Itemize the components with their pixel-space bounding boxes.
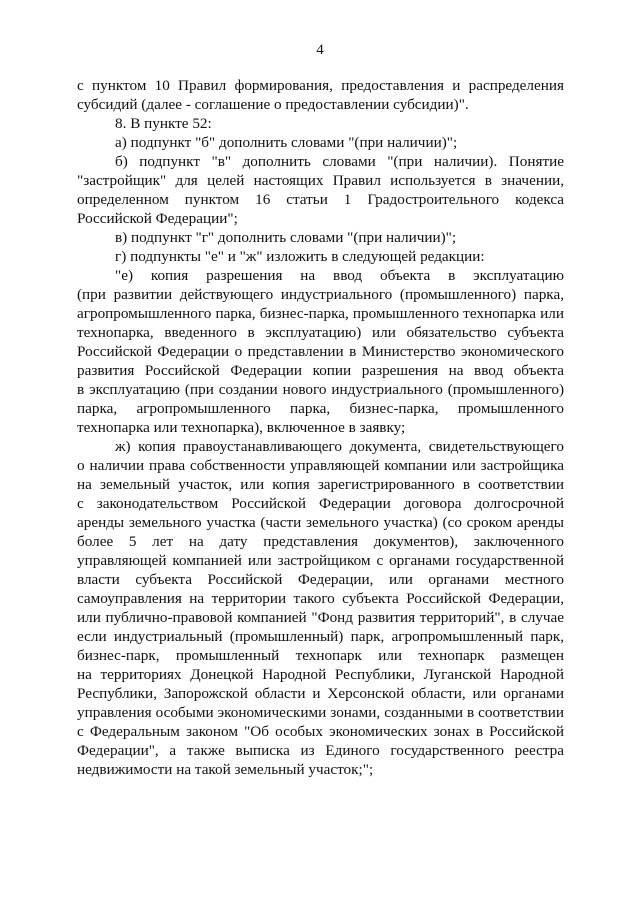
text-line: в эксплуатацию (при создании нового индустриального (промышленного) xyxy=(77,381,564,398)
text-line: парка, агропромышленного парка, бизнес-парка, промышленного xyxy=(77,400,564,417)
text-line: с пунктом 10 Правил формирования, предоставления и распределения xyxy=(77,77,564,94)
text-line: аренды земельного участка (части земельного участка) (со сроком аренды xyxy=(77,514,564,531)
text-line: б) подпункт "в" дополнить словами "(при наличии). Понятие xyxy=(115,153,564,170)
text-line: в) подпункт "г" дополнить словами "(при наличии)"; xyxy=(115,229,457,246)
text-line: (при развитии действующего индустриального (промышленного) парка, xyxy=(77,286,564,303)
text-line: более 5 лет на дату представления документов), заключенного xyxy=(77,533,564,550)
text-line: "е) копия разрешения на ввод объекта в эксплуатацию xyxy=(115,267,564,284)
text-line: недвижимости на такой земельный участок;"; xyxy=(77,761,374,778)
text-line: г) подпункты "е" и "ж" изложить в следующей редакции: xyxy=(115,248,485,265)
document-body xyxy=(77,76,564,779)
text-line: определенном пунктом 16 статьи 1 Градостроительного кодекса xyxy=(77,191,564,208)
text-line: Республики, Запорожской области и Херсонской области, или органами xyxy=(77,685,564,702)
text-line: с законодательством Российской Федерации договора долгосрочной xyxy=(77,495,564,512)
text-line: или публично-правовой компанией "Фонд развития территорий", в случае xyxy=(77,609,564,626)
page-number: 4 xyxy=(316,42,324,58)
text-line: агропромышленного парка, бизнес-парка, промышленного технопарка или xyxy=(77,305,564,322)
text-line: Российской Федерации"; xyxy=(77,210,238,227)
text-line: Федерации", а также выписка из Единого государственного реестра xyxy=(77,742,564,759)
text-line: технопарка, введенного в эксплуатацию) или обязательство субъекта xyxy=(77,324,564,341)
text-line: самоуправления на территории такого субъекта Российской Федерации, xyxy=(77,590,564,607)
text-line: власти субъекта Российской Федерации, или органами местного xyxy=(77,571,564,588)
text-line: а) подпункт "б" дополнить словами "(при наличии)"; xyxy=(115,134,458,151)
text-line: о наличии права собственности управляющей компании или застройщика xyxy=(77,457,564,474)
text-line: 8. В пункте 52: xyxy=(115,115,212,132)
text-line: управляющей компанией или застройщиком с органами государственной xyxy=(77,552,564,569)
text-line: бизнес-парк, промышленный технопарк или технопарк размещен xyxy=(77,647,564,664)
text-line: "застройщик" для целей настоящих Правил используется в значении, xyxy=(77,172,564,189)
text-line: технопарка или технопарка), включенное в заявку; xyxy=(77,419,406,436)
text-line: субсидий (далее - соглашение о предоставлении субсидии)". xyxy=(77,96,469,113)
text-line: развития Российской Федерации копии разрешения на ввод объекта xyxy=(77,362,564,379)
text-line: управления особыми экономическими зонами, созданными в соответствии xyxy=(77,704,564,721)
text-line: Российской Федерации о представлении в Министерство экономического xyxy=(77,343,564,360)
text-line: на территориях Донецкой Народной Республики, Луганской Народной xyxy=(77,666,564,683)
text-line: ж) копия правоустанавливающего документа, свидетельствующего xyxy=(115,438,564,455)
text-line: на земельный участок, или копия зарегистрированного в соответствии xyxy=(77,476,564,493)
text-line: с Федеральным законом "Об особых экономических зонах в Российской xyxy=(77,723,564,740)
text-line: если индустриальный (промышленный) парк, агропромышленный парк, xyxy=(77,628,564,645)
